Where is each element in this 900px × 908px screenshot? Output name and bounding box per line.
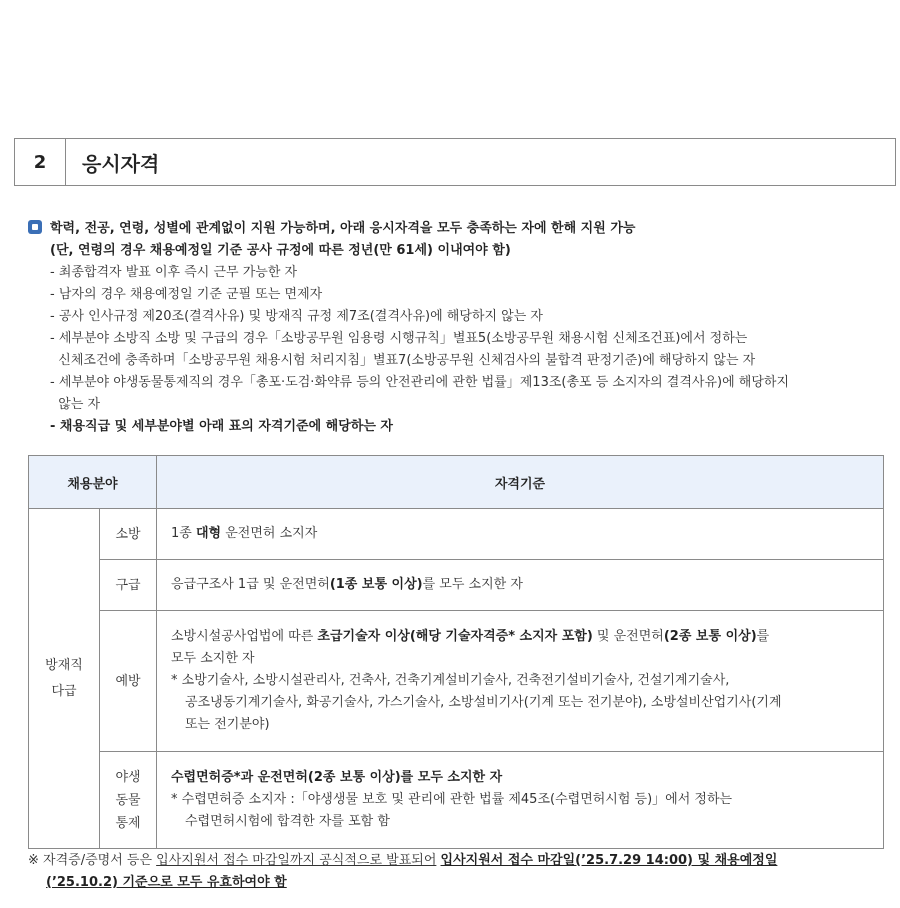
criteria-wildlife: 수렵면허증*과 운전면허(2종 보통 이상)를 모두 소지한 자 * 수렵면허증 소지자 :「야생생물 보호 및 관리에 관한 법률 제45조(수렵면허시험 등)」에서 정하는 수렵면허시험에 합격한 자를 포함 함 (157, 752, 884, 849)
square-bullet-icon (28, 220, 42, 234)
criteria-prevention: 소방시설공사업법에 따른 초급기술자 이상(해당 기술자격증* 소지자 포함) 및 운전면허(2종 보통 이상)를 모두 소지한 자 * 소방기술사, 소방시설관리사, 건축사, 건축기계설비기술사, 건축전기설비기술사, 건설기계기술사, 공조냉동기계기술사, 화공기술사, 가스기술사, 소방설비기사(기계 또는 전기분야), 소방설비산업기사(기계 또는 전기분야) (157, 611, 884, 752)
intro-item: - 최종합격자 발표 이후 즉시 근무 가능한 자 (50, 265, 298, 280)
section-header (14, 138, 896, 186)
subfield-wildlife: 야생 동물 통제 (100, 752, 157, 849)
intro-item: 않는 자 (50, 397, 101, 412)
validity-note: ※ 자격증/증명서 등은 입사지원서 접수 마감일까지 공식적으로 발표되어 입사지원서 접수 마감일(’25.7.29 14:00) 및 채용예정일 (’25.10.2) 기준으로 모두 유효하여야 함 (28, 853, 778, 890)
eligibility-intro (28, 218, 888, 438)
criteria-ems: 응급구조사 1급 및 운전면허(1종 보통 이상)를 모두 소지한 자 (157, 560, 884, 611)
intro-item-last: - 채용직급 및 세부분야별 아래 표의 자격기준에 해당하는 자 (50, 419, 393, 434)
qualification-table (28, 455, 884, 849)
intro-line-1: 학력, 전공, 연령, 성별에 관계없이 지원 가능하며, 아래 응시자격을 모두 충족하는 자에 한해 지원 가능 (50, 221, 636, 236)
intro-line-2: (단, 연령의 경우 채용예정일 기준 공사 규정에 따른 정년(만 61세) 이내여야 함) (50, 243, 511, 258)
subfield-fire: 소방 (100, 509, 157, 560)
subfield-ems: 구급 (100, 560, 157, 611)
section-number: 2 (15, 139, 66, 185)
criteria-fire: 1종 대형 운전면허 소지자 (157, 509, 884, 560)
subfield-prevention: 예방 (100, 611, 157, 752)
intro-item: - 남자의 경우 채용예정일 기준 군필 또는 면제자 (50, 287, 323, 302)
intro-item: 신체조건에 충족하며「소방공무원 채용시험 처리지침」별표7(소방공무원 신체검사의 불합격 판정기준)에 해당하지 않는 자 (50, 353, 756, 368)
section-title: 응시자격 (82, 151, 160, 176)
intro-item: - 세부분야 소방직 소방 및 구급의 경우「소방공무원 임용령 시행규칙」별표5(소방공무원 채용시험 신체조건표)에서 정하는 (50, 331, 748, 346)
header-criteria: 자격기준 (157, 456, 884, 509)
category-cell: 방재직 다급 (29, 509, 100, 849)
intro-item: - 세부분야 야생동물통제직의 경우「총포·도검·화약류 등의 안전관리에 관한 법률」제13조(총포 등 소지자의 결격사유)에 해당하지 (50, 375, 789, 390)
intro-item: - 공사 인사규정 제20조(결격사유) 및 방재직 규정 제7조(결격사유)에 해당하지 않는 자 (50, 309, 543, 324)
header-field: 채용분야 (29, 456, 157, 509)
